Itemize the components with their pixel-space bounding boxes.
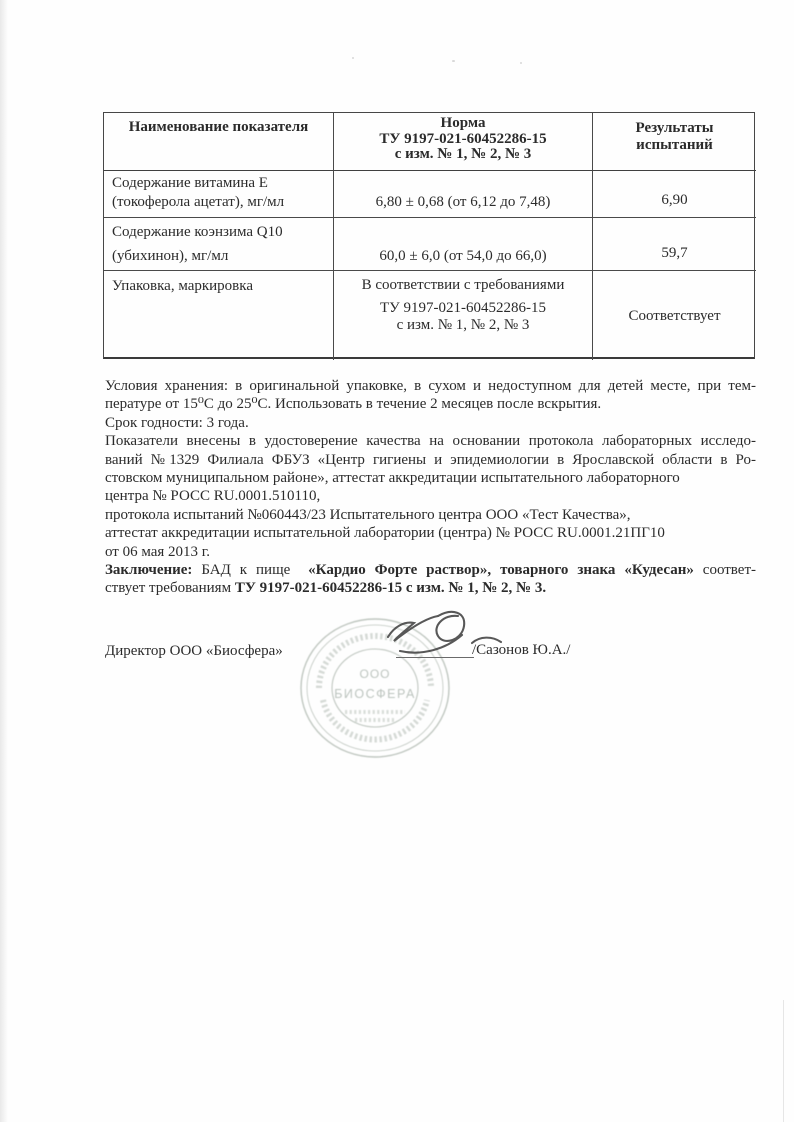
table-header-results: [593, 113, 756, 171]
scan-edge-right: [783, 1000, 784, 1122]
parameter-name-line: Упаковка, маркировка: [112, 278, 253, 294]
table-row-vitamin-e-norm: [334, 171, 593, 218]
header-label: Наименование показателя: [128, 119, 309, 135]
header-results-line2: испытаний: [636, 137, 713, 153]
text-line: от 06 мая 2013 г.: [105, 543, 211, 560]
table-row-packaging-result: [593, 271, 756, 360]
conclusion-text: ствует требованиям: [105, 580, 235, 597]
text-line: пературе от 15⁰С до 25⁰С. Использовать в течение 2 месяцев после вскрытия.: [105, 396, 602, 413]
table-header-norm: [334, 113, 593, 171]
norm-value-line: с изм. № 1, № 2, № 3: [396, 317, 530, 333]
text-line: ваний №1329 Филиала ФБУЗ «Центр гигиены и эпидемиологии в Ярославской области в Ро-: [105, 451, 756, 468]
document-body-text: [105, 377, 756, 598]
text-line: Показатели внесены в удостоверение качества на основании протокола лабораторных исследо-: [105, 433, 756, 450]
table-row-vitamin-e-result: [593, 171, 756, 218]
conclusion-line-2: [105, 579, 756, 597]
stamp-org-type: ООО: [359, 667, 391, 681]
norm-value: 60,0 ± 6,0 (от 54,0 до 66,0): [379, 248, 547, 264]
test-results-table: [103, 112, 755, 359]
table-row-packaging-norm: [334, 271, 593, 360]
scan-edge-left: [0, 0, 8, 1122]
header-norm-line3: с изм. № 1, № 2, № 3: [394, 146, 532, 162]
text-line: Условия хранения: в оригинальной упаковке, в сухом и недоступном для детей месте, при тем-: [105, 378, 756, 394]
conclusion-line-1: [105, 561, 756, 579]
table-row-q10-norm: [334, 218, 593, 271]
signatory-name: /Сазонов Ю.А./: [472, 642, 571, 658]
signature-line: [396, 657, 474, 658]
table-row-q10-result: [593, 218, 756, 271]
scan-speck: [452, 60, 455, 62]
parameter-name-line: Содержание витамина Е: [112, 175, 268, 191]
header-results-line1: Результаты: [635, 120, 714, 136]
conclusion-text: БАД к пище: [192, 562, 309, 579]
parameter-name-line: Содержание коэнзима Q10: [112, 224, 283, 240]
header-norm-line1: Норма: [440, 115, 486, 131]
result-value: 59,7: [661, 245, 688, 261]
stamp-org-name: БИОСФЕРА: [334, 687, 416, 701]
text-line: Срок годности: 3 года.: [105, 414, 249, 431]
result-value: Соответствует: [628, 308, 721, 324]
scan-speck: [352, 57, 354, 59]
table-row-q10-name: [104, 218, 334, 271]
norm-value: 6,80 ± 0,68 (от 6,12 до 7,48): [375, 194, 551, 210]
parameter-name-line: (токоферола ацетат), мг/мл: [112, 194, 285, 210]
norm-value-line: В соответствии с требованиями: [361, 277, 565, 293]
text-line: стовском муниципальном районе», аттестат аккредитации испытательного лабораторного: [105, 470, 680, 487]
text-line: протокола испытаний №060443/23 Испытательного центра ООО «Тест Качества»,: [105, 506, 631, 523]
result-value: 6,90: [661, 192, 688, 208]
conclusion-text: соответ-: [693, 562, 757, 579]
header-norm-line2: ТУ 9197-021-60452286-15: [379, 130, 547, 147]
parameter-name-line: (убихинон), мг/мл: [112, 248, 229, 264]
signatory-title: Директор ООО «Биосфера»: [105, 643, 283, 659]
text-line: аттестат аккредитации испытательной лаборатории (центра) № РОСС RU.0001.21ПГ10: [105, 525, 665, 542]
table-row-vitamin-e-name: [104, 171, 334, 218]
conclusion-product-name: «Кардио Форте раствор», товарного знака «Кудесан»: [308, 562, 694, 579]
conclusion-tu-number: ТУ 9197-021-60452286-15 с изм. № 1, № 2, № 3.: [234, 580, 547, 597]
table-header-parameter: [104, 113, 334, 171]
norm-value-line: ТУ 9197-021-60452286-15: [379, 300, 547, 316]
conclusion-label: Заключение:: [105, 562, 193, 579]
table-row-packaging-name: [104, 271, 334, 360]
text-line: центра № РОСС RU.0001.510110,: [105, 488, 321, 505]
scan-speck: [520, 62, 522, 64]
